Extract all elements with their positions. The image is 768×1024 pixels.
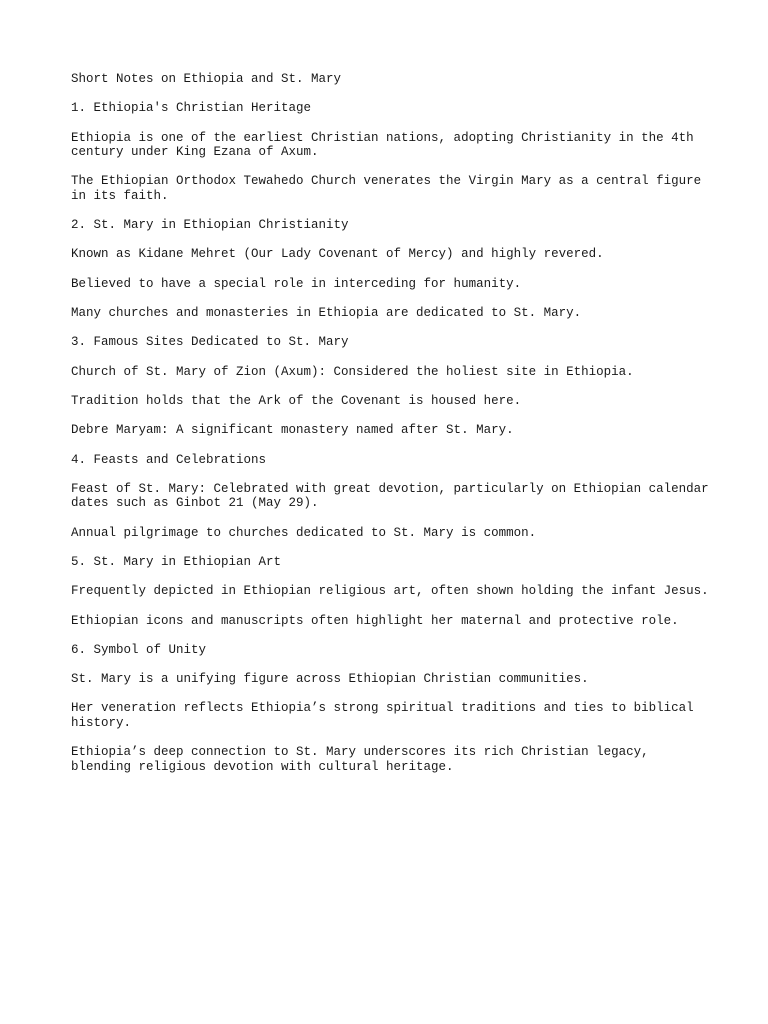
paragraph: St. Mary is a unifying figure across Ethiopian Christian communities. — [71, 672, 589, 687]
section-heading-6: 6. Symbol of Unity — [71, 642, 207, 657]
paragraph: Believed to have a special role in interceding for humanity. — [71, 276, 522, 291]
section-heading-3: 3. Famous Sites Dedicated to St. Mary — [71, 335, 349, 350]
section-heading-2: 2. St. Mary in Ethiopian Christianity — [71, 218, 349, 233]
paragraph: Church of St. Mary of Zion (Axum): Considered the holiest site in Ethiopia. — [71, 364, 634, 379]
paragraph: Ethiopian icons and manuscripts often highlight her maternal and protective role. — [71, 613, 679, 628]
paragraph: Ethiopia’s deep connection to St. Mary underscores its rich Christian legacy, blending religious devotion with cultural heritage. — [71, 745, 649, 774]
paragraph: Known as Kidane Mehret (Our Lady Covenant of Mercy) and highly revered. — [71, 247, 604, 262]
section-heading-5: 5. St. Mary in Ethiopian Art — [71, 554, 282, 569]
document-page — [71, 72, 711, 789]
document-title: Short Notes on Ethiopia and St. Mary — [71, 72, 342, 86]
paragraph: Debre Maryam: A significant monastery named after St. Mary. — [71, 423, 514, 438]
paragraph: Tradition holds that the Ark of the Covenant is housed here. — [71, 393, 522, 408]
paragraph: Her veneration reflects Ethiopia’s strong spiritual traditions and ties to biblical history. — [71, 701, 694, 730]
paragraph: Annual pilgrimage to churches dedicated to St. Mary is common. — [71, 525, 537, 540]
paragraph: Feast of St. Mary: Celebrated with great devotion, particularly on Ethiopian calendar dates such as Ginbot 21 (May 29). — [71, 481, 709, 511]
paragraph: Many churches and monasteries in Ethiopia are dedicated to St. Mary. — [71, 306, 582, 321]
paragraph: Ethiopia is one of the earliest Christian nations, adopting Christianity in the 4th century under King Ezana of Axum. — [71, 130, 694, 160]
section-heading-4: 4. Feasts and Celebrations — [71, 452, 267, 467]
section-heading-1: 1. Ethiopia's Christian Heritage — [71, 101, 312, 116]
paragraph: The Ethiopian Orthodox Tewahedo Church venerates the Virgin Mary as a central figure in its faith. — [71, 174, 702, 203]
paragraph: Frequently depicted in Ethiopian religious art, often shown holding the infant Jesus. — [71, 584, 709, 599]
